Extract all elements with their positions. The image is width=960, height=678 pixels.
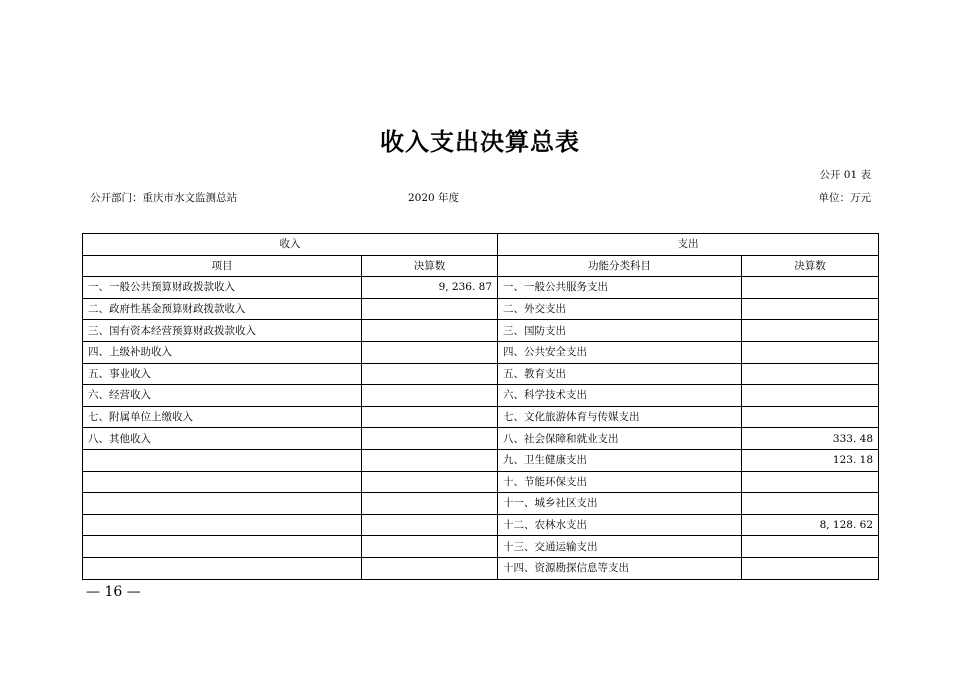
table-row	[83, 406, 879, 428]
budget-table	[82, 233, 879, 580]
expense-amount-cell	[742, 493, 879, 515]
income-item-cell: 一、一般公共预算财政拨款收入	[83, 277, 362, 299]
income-item-cell	[83, 536, 362, 558]
income-amount-cell	[362, 471, 498, 493]
income-amount-cell	[362, 363, 498, 385]
expense-amount-cell: 8, 128. 62	[742, 514, 879, 536]
expense-item-cell: 四、公共安全支出	[498, 341, 742, 363]
expense-amount-cell	[742, 385, 879, 407]
income-header: 收入	[83, 234, 498, 256]
expense-item-cell: 十、节能环保支出	[498, 471, 742, 493]
expense-item-cell: 十四、资源勘探信息等支出	[498, 557, 742, 579]
table-row	[83, 363, 879, 385]
table-row	[83, 514, 879, 536]
group-header-row	[83, 234, 879, 256]
table-row	[83, 471, 879, 493]
income-item-cell: 七、附属单位上缴收入	[83, 406, 362, 428]
col-header-amount: 决算数	[362, 255, 498, 277]
expense-amount-cell	[742, 536, 879, 558]
expense-item-cell: 十一、城乡社区支出	[498, 493, 742, 515]
unit-label: 单位：万元	[818, 192, 871, 204]
income-item-cell: 六、经营收入	[83, 385, 362, 407]
expense-amount-cell	[742, 363, 879, 385]
expense-item-cell: 六、科学技术支出	[498, 385, 742, 407]
income-item-cell	[83, 449, 362, 471]
expense-amount-cell	[742, 298, 879, 320]
income-item-cell	[83, 557, 362, 579]
table-row	[83, 298, 879, 320]
expense-item-cell: 二、外交支出	[498, 298, 742, 320]
table-row	[83, 428, 879, 450]
expense-item-cell: 八、社会保障和就业支出	[498, 428, 742, 450]
form-number: 公开 01 表	[819, 169, 871, 181]
income-amount-cell	[362, 385, 498, 407]
col-header-item: 项目	[83, 255, 362, 277]
income-amount-cell	[362, 557, 498, 579]
column-header-row	[83, 255, 879, 277]
income-amount-cell	[362, 449, 498, 471]
expense-item-cell: 九、卫生健康支出	[498, 449, 742, 471]
expense-item-cell: 一、一般公共服务支出	[498, 277, 742, 299]
income-item-cell: 五、事业收入	[83, 363, 362, 385]
expense-amount-cell: 333. 48	[742, 428, 879, 450]
income-item-cell: 四、上级补助收入	[83, 341, 362, 363]
table-row	[83, 277, 879, 299]
income-item-cell: 二、政府性基金预算财政拨款收入	[83, 298, 362, 320]
income-amount-cell	[362, 320, 498, 342]
table-row	[83, 557, 879, 579]
page-title: 收入支出决算总表	[380, 128, 580, 156]
table-row	[83, 449, 879, 471]
income-amount-cell	[362, 536, 498, 558]
table-row	[83, 385, 879, 407]
expense-item-cell: 五、教育支出	[498, 363, 742, 385]
income-amount-cell: 9, 236. 87	[362, 277, 498, 299]
page-number: — 16 —	[86, 584, 141, 600]
income-amount-cell	[362, 341, 498, 363]
col-header-amount-2: 决算数	[742, 255, 879, 277]
income-amount-cell	[362, 406, 498, 428]
table-row	[83, 536, 879, 558]
table-row	[83, 320, 879, 342]
department-label: 公开部门：重庆市水文监测总站	[90, 192, 237, 204]
income-item-cell	[83, 514, 362, 536]
income-amount-cell	[362, 514, 498, 536]
expense-amount-cell	[742, 320, 879, 342]
fiscal-year: 2020 年度	[408, 192, 460, 204]
income-item-cell	[83, 471, 362, 493]
expense-item-cell: 三、国防支出	[498, 320, 742, 342]
expense-amount-cell	[742, 341, 879, 363]
income-amount-cell	[362, 428, 498, 450]
income-item-cell	[83, 493, 362, 515]
income-amount-cell	[362, 493, 498, 515]
income-item-cell: 八、其他收入	[83, 428, 362, 450]
table-row	[83, 341, 879, 363]
income-amount-cell	[362, 298, 498, 320]
table-row	[83, 493, 879, 515]
expense-header: 支出	[498, 234, 879, 256]
expense-item-cell: 十三、交通运输支出	[498, 536, 742, 558]
col-header-function: 功能分类科目	[498, 255, 742, 277]
income-item-cell: 三、国有资本经营预算财政拨款收入	[83, 320, 362, 342]
expense-amount-cell: 123. 18	[742, 449, 879, 471]
expense-amount-cell	[742, 471, 879, 493]
expense-item-cell: 七、文化旅游体育与传媒支出	[498, 406, 742, 428]
expense-item-cell: 十二、农林水支出	[498, 514, 742, 536]
expense-amount-cell	[742, 277, 879, 299]
expense-amount-cell	[742, 406, 879, 428]
expense-amount-cell	[742, 557, 879, 579]
